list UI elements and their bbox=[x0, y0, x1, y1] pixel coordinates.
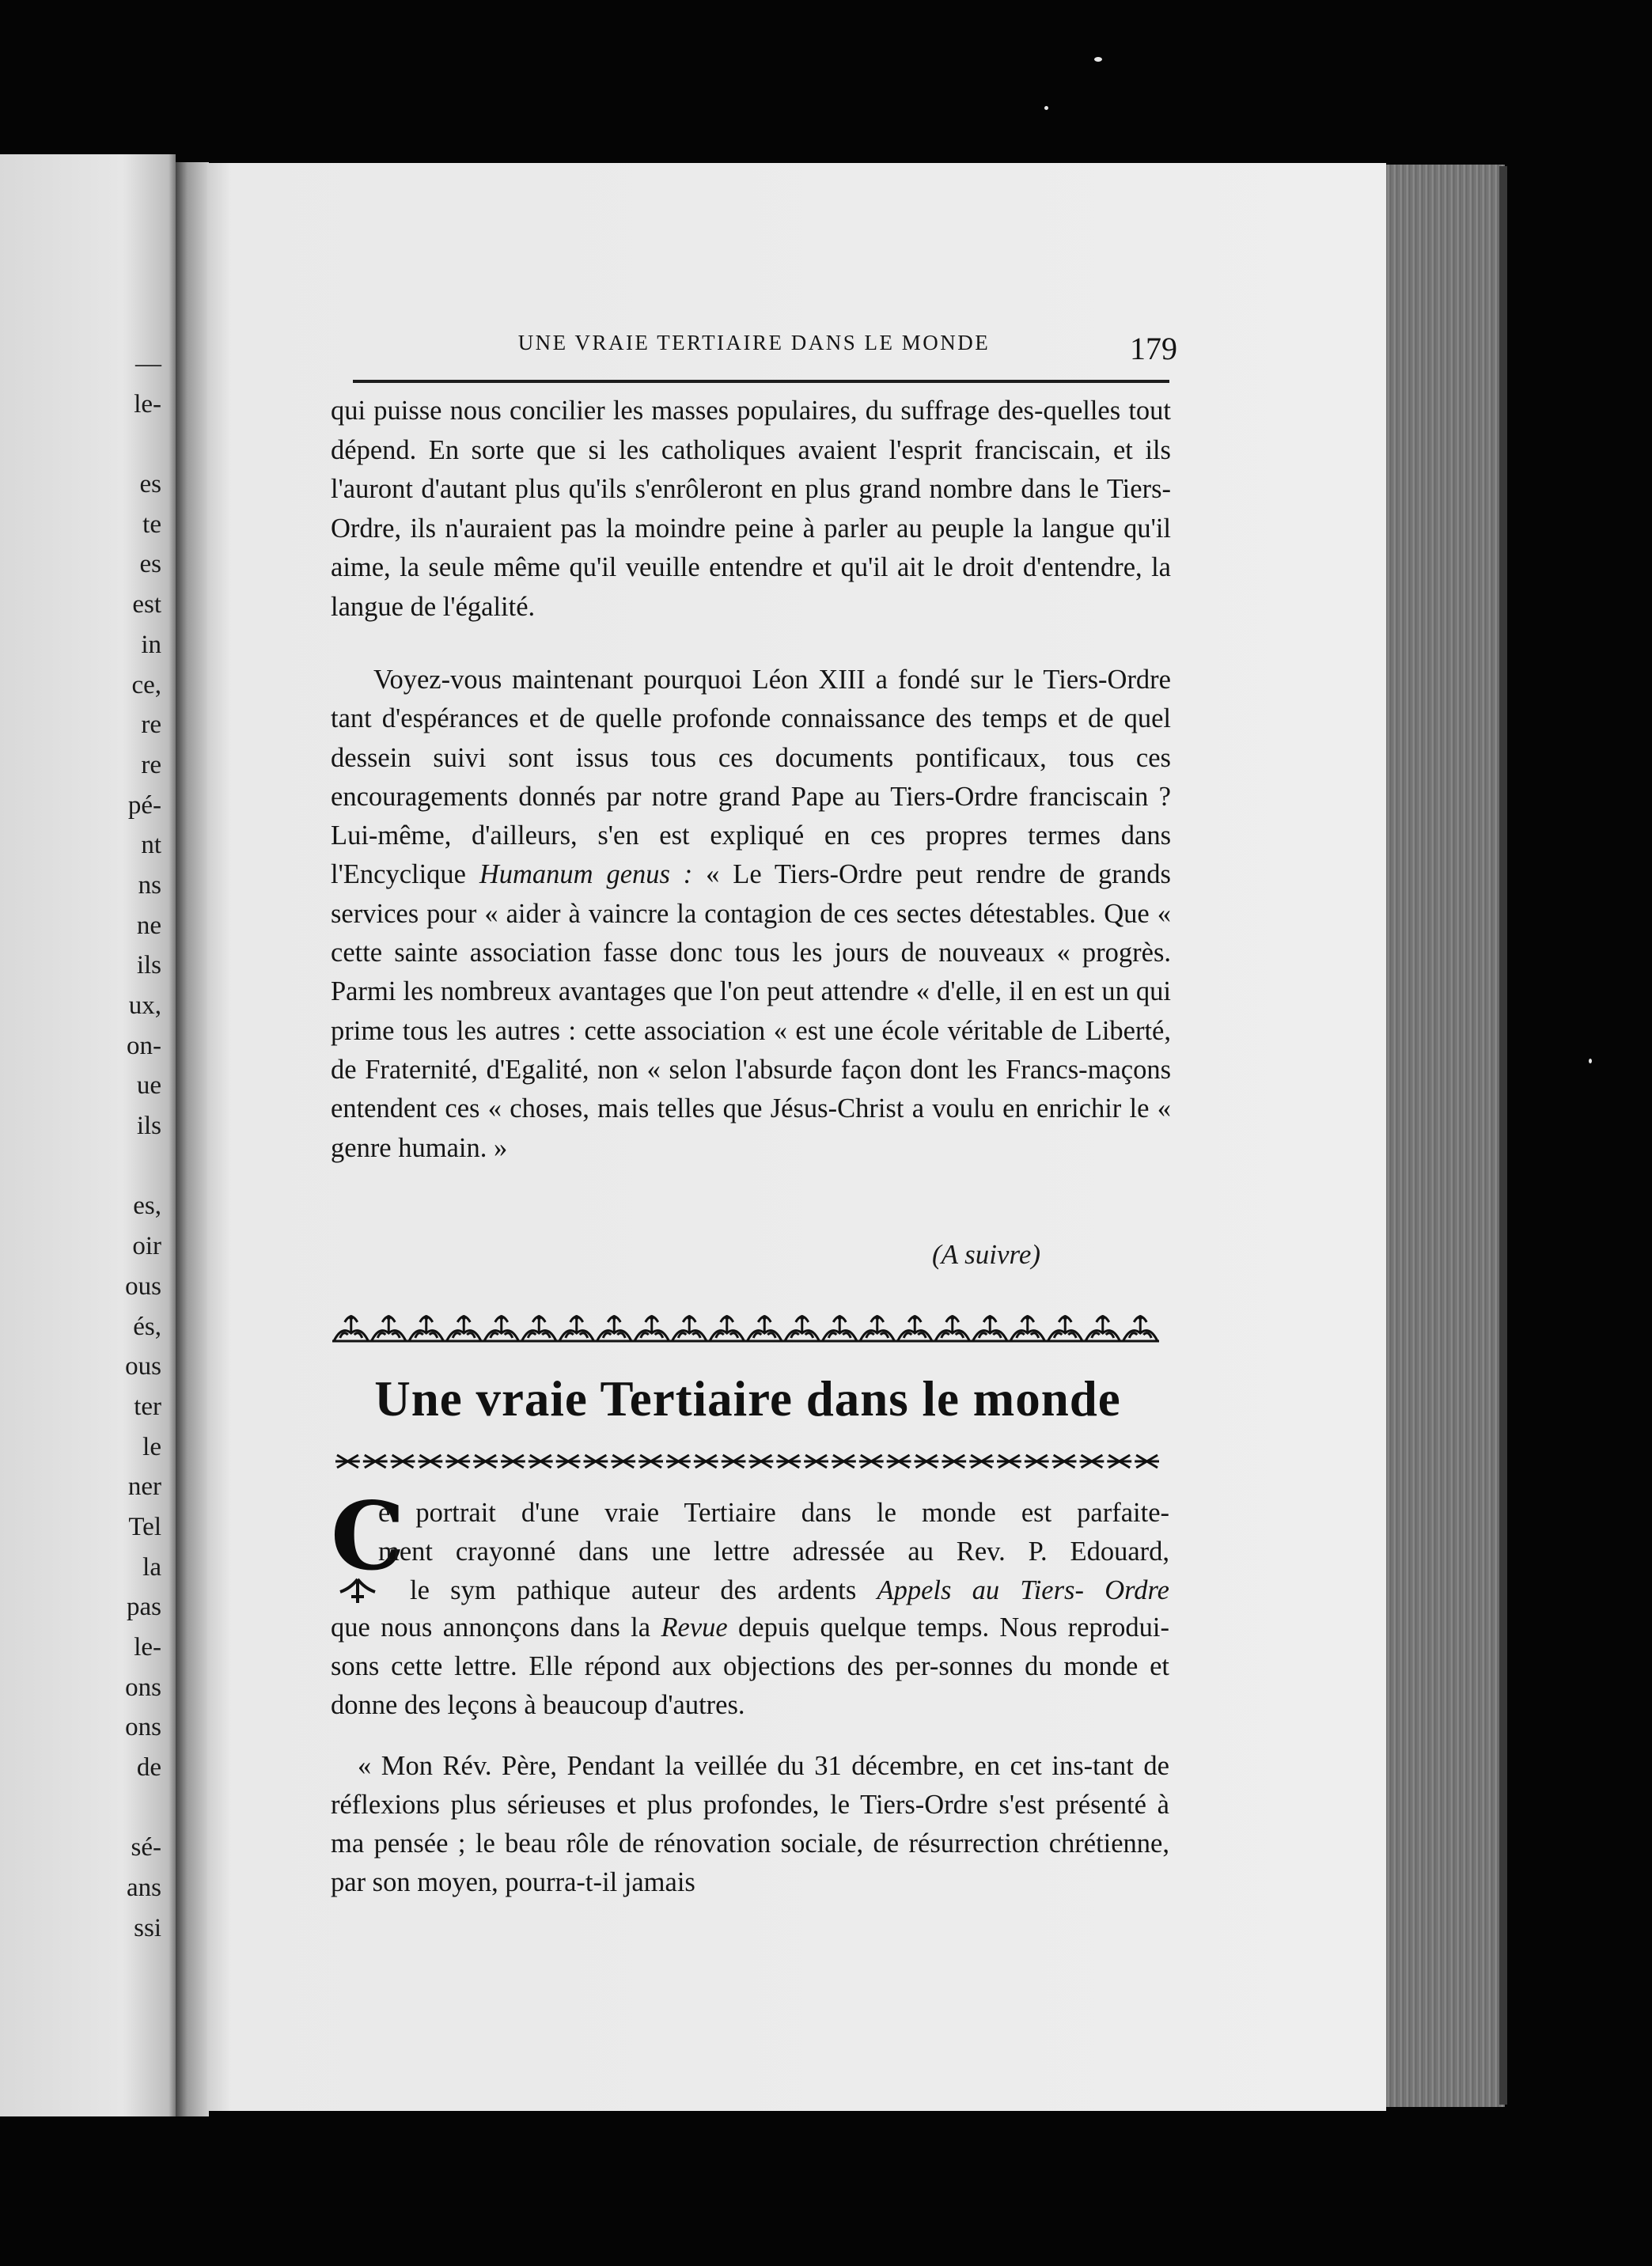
left-page-fragment: la bbox=[142, 1552, 161, 1582]
paragraph-2-text bbox=[331, 661, 1171, 1168]
rule-motif-icon bbox=[997, 1455, 1021, 1468]
rule-motif-icon bbox=[887, 1455, 911, 1468]
rule-motif-icon bbox=[419, 1455, 443, 1468]
rule-motif-icon bbox=[529, 1455, 553, 1468]
left-page-fragment: ils bbox=[136, 951, 161, 980]
fleuron-icon bbox=[673, 1315, 707, 1341]
fleuron-icon bbox=[1010, 1315, 1045, 1341]
revue-word: Revue bbox=[661, 1612, 728, 1643]
left-page-fragment: on- bbox=[127, 1031, 161, 1060]
paragraph-2-quote: « Le Tiers-Ordre peut rendre de grands services pour « aider à vaincre la contagion de ces sectes détestables. Que « cette sainte association fasse donc tous les jours de nouveaux « progrès. Parmi les nombreux avantages que l'on peut attendre « d'elle, il en est un qui prime tous les autres : cette association « est une école véritable de Liberté, de Fraternité, d'Egalité, non « selon l'absurde façon dont les Francs-maçons entendent ces « choses, mais telles que Jésus-Christ a voulu en enrichir le « genre humain. » bbox=[331, 859, 1171, 1163]
rule-motif-icon bbox=[942, 1455, 966, 1468]
fleuron-icon bbox=[559, 1315, 594, 1341]
page-block-shadow bbox=[1499, 166, 1507, 2105]
rule-motif-icon bbox=[1135, 1455, 1159, 1468]
book-gutter bbox=[176, 162, 209, 2116]
drop-cap-flourish-icon bbox=[331, 1486, 385, 1606]
scan-speck bbox=[1589, 1059, 1592, 1063]
drop-cap bbox=[331, 1481, 405, 1606]
article-paragraph-1 bbox=[331, 1609, 1169, 1725]
left-page-fragment: ner bbox=[127, 1472, 161, 1502]
left-page-fragment: re bbox=[141, 710, 161, 740]
to-be-continued: (A suivre) bbox=[932, 1239, 1041, 1270]
left-page-fragment: Tel bbox=[128, 1512, 161, 1541]
left-page-fragment: ils bbox=[136, 1112, 161, 1141]
rule-motif-icon bbox=[556, 1455, 581, 1468]
rule-motif-icon bbox=[335, 1455, 360, 1468]
left-page-fragment: ux, bbox=[128, 991, 161, 1020]
drop-cap-letter: C bbox=[331, 1481, 405, 1591]
rule-motif-icon bbox=[584, 1455, 608, 1468]
fleuron-icon bbox=[447, 1315, 482, 1341]
left-page-fragment: ns bbox=[138, 870, 161, 900]
fleuron-ornament-band bbox=[332, 1309, 1159, 1347]
left-page-fragment: ons bbox=[125, 1673, 161, 1702]
left-page-fragment bbox=[90, 424, 161, 464]
fleuron-icon bbox=[748, 1315, 782, 1341]
paragraph-1 bbox=[331, 392, 1171, 627]
fleuron-icon bbox=[635, 1315, 669, 1341]
fleuron-icon bbox=[522, 1315, 557, 1341]
left-page-fragment: nt bbox=[141, 831, 161, 860]
rule-motif-icon bbox=[473, 1455, 498, 1468]
left-page-fragment: ter bbox=[134, 1392, 161, 1421]
article-title: Une vraie Tertiaire dans le monde bbox=[374, 1371, 1121, 1427]
article-paragraph-2: « Mon Rév. Père, Pendant la veillée du 31 décembre, en cet ins-tant de réflexions plus sérieuses et plus profondes, le Tiers-Ordre s'est présenté à ma pensée ; le beau rôle de rénovation sociale, de résurrection chrétienne, par son moyen, pourra-t-il jamais bbox=[331, 1751, 1169, 1897]
left-page-fragment: de bbox=[136, 1753, 161, 1783]
left-page-fragment: es, bbox=[133, 1192, 161, 1221]
fleuron-icon bbox=[710, 1315, 745, 1341]
left-page-fragment: est bbox=[132, 590, 161, 620]
rule-motif-icon bbox=[1025, 1455, 1049, 1468]
scan-speck bbox=[1044, 106, 1048, 110]
left-page-fragment: pas bbox=[127, 1593, 161, 1622]
rule-motif-icon bbox=[638, 1455, 663, 1468]
article-intro-lines bbox=[378, 1494, 1169, 1610]
left-page-fragment: re bbox=[141, 750, 161, 779]
rule-motif-icon bbox=[749, 1455, 774, 1468]
rule-motif-icon bbox=[391, 1455, 415, 1468]
left-page-fragment: ne bbox=[136, 911, 161, 940]
fleuron-icon bbox=[785, 1315, 820, 1341]
rule-motif-icon bbox=[859, 1455, 884, 1468]
left-page-fragment: es bbox=[139, 550, 161, 579]
encyclical-title: Humanum genus : bbox=[479, 859, 693, 890]
intro-line-2: ment crayonné dans une lettre adressée au Rev. P. Edouard, bbox=[378, 1537, 1169, 1567]
left-page-fragment: ue bbox=[136, 1071, 161, 1101]
rule-motif-icon bbox=[666, 1455, 691, 1468]
fleuron-icon bbox=[1048, 1315, 1083, 1341]
fleuron-icon bbox=[823, 1315, 858, 1341]
rule-motif-icon bbox=[611, 1455, 635, 1468]
intro-line-1: e portrait d'une vraie Tertiaire dans le monde est parfaite- bbox=[378, 1498, 1169, 1528]
scan-speck bbox=[1094, 57, 1102, 62]
paragraph-2 bbox=[331, 661, 1171, 1168]
left-page-fragment: ous bbox=[125, 1271, 161, 1301]
rule-motif-icon bbox=[1080, 1455, 1104, 1468]
page-number: 179 bbox=[1130, 331, 1177, 366]
rule-motif-icon bbox=[501, 1455, 525, 1468]
rule-motif-icon bbox=[776, 1455, 801, 1468]
paragraph-2-before: Voyez-vous maintenant pourquoi Léon XIII a fondé sur le Tiers-Ordre tant d'espérances et de quelle profonde connaissance des temps et de quel dessein suivi sont issus tous ces documents pontificaux, tous ces encouragements donnés par notre grand Pape au Tiers-Ordre franciscain ? Lui-même, d'ailleurs, s'en est expliqué en ces propres termes dans l'Encyclique bbox=[331, 665, 1171, 890]
left-page-fragment: és, bbox=[133, 1312, 161, 1341]
left-page-fragment: sé- bbox=[131, 1833, 161, 1862]
left-page-fragment: in bbox=[141, 630, 161, 659]
left-page-fragment: ssi bbox=[134, 1913, 161, 1942]
paragraph-1-text: qui puisse nous concilier les masses populaires, du suffrage des-quelles tout dépend. En sorte que si les catholiques avaient l'esprit franciscain, et ils l'auront d'autant plus qu'ils s'enrôleront en plus grand nombre dans le Tiers-Ordre, ils n'auraient pas la moindre peine à parler au peuple la langue qu'il aime, la seule même qu'il veuille entendre et qu'il ait le droit d'entendre, la langue de l'égalité. bbox=[331, 396, 1171, 622]
left-page-fragment: le bbox=[142, 1432, 161, 1461]
decorative-title-rule bbox=[334, 1452, 1161, 1471]
left-page-fragment: te bbox=[142, 510, 161, 539]
left-page-fragment: — bbox=[135, 350, 161, 378]
left-page-fragment: pé- bbox=[127, 790, 161, 820]
fleuron-icon bbox=[1086, 1315, 1120, 1341]
running-head: UNE VRAIE TERTIAIRE DANS LE MONDE bbox=[517, 331, 991, 354]
left-page-fragment bbox=[90, 1788, 161, 1828]
fleuron-icon bbox=[973, 1315, 1008, 1341]
rule-motif-icon bbox=[915, 1455, 939, 1468]
article-paragraph-1-b: depuis quelque temps. Nous reprodui- sons cette lettre. Elle répond aux objections des per-sonnes du monde et donne des leçons à beaucoup d'autres. bbox=[331, 1612, 1169, 1720]
left-page-fragment: ons bbox=[125, 1713, 161, 1742]
rule-motif-icon bbox=[804, 1455, 828, 1468]
intro-italic-title: Appels au Tiers- Ordre bbox=[877, 1575, 1169, 1605]
fleuron-icon bbox=[898, 1315, 933, 1341]
rule-motif-icon bbox=[1052, 1455, 1077, 1468]
left-page-fragment: le- bbox=[134, 1633, 161, 1662]
left-page-fragment: es bbox=[139, 470, 161, 499]
header-rule bbox=[353, 380, 1169, 383]
fleuron-icon bbox=[409, 1315, 444, 1341]
article-paragraph-1-a: que nous annonçons dans la bbox=[331, 1612, 661, 1643]
intro-line-3 bbox=[378, 1571, 1169, 1610]
rule-motif-icon bbox=[722, 1455, 746, 1468]
fleuron-icon bbox=[1123, 1315, 1158, 1341]
intro-line-3-text: le sym pathique auteur des ardents bbox=[410, 1575, 877, 1605]
fleuron-icon bbox=[597, 1315, 632, 1341]
rule-motif-icon bbox=[694, 1455, 718, 1468]
left-page-fragment: ous bbox=[125, 1352, 161, 1381]
left-page-fragment: oir bbox=[132, 1232, 161, 1261]
left-page-fragment: ans bbox=[127, 1874, 161, 1903]
fleuron-icon bbox=[372, 1315, 407, 1341]
fleuron-icon bbox=[484, 1315, 519, 1341]
rule-motif-icon bbox=[1107, 1455, 1131, 1468]
rule-motif-icon bbox=[445, 1455, 470, 1468]
rule-motif-icon bbox=[363, 1455, 388, 1468]
left-page-margin-fragments bbox=[90, 344, 161, 1949]
rule-motif-icon bbox=[969, 1455, 994, 1468]
rule-motif-icon bbox=[832, 1455, 856, 1468]
left-facing-page bbox=[0, 154, 176, 2116]
left-page-fragment: le- bbox=[134, 389, 161, 419]
fleuron-icon bbox=[334, 1315, 369, 1341]
page-block-edges bbox=[1386, 165, 1505, 2107]
fleuron-icon bbox=[860, 1315, 895, 1341]
left-page-fragment: ce, bbox=[131, 670, 161, 699]
left-page-fragment bbox=[90, 1146, 161, 1187]
fleuron-icon bbox=[935, 1315, 970, 1341]
